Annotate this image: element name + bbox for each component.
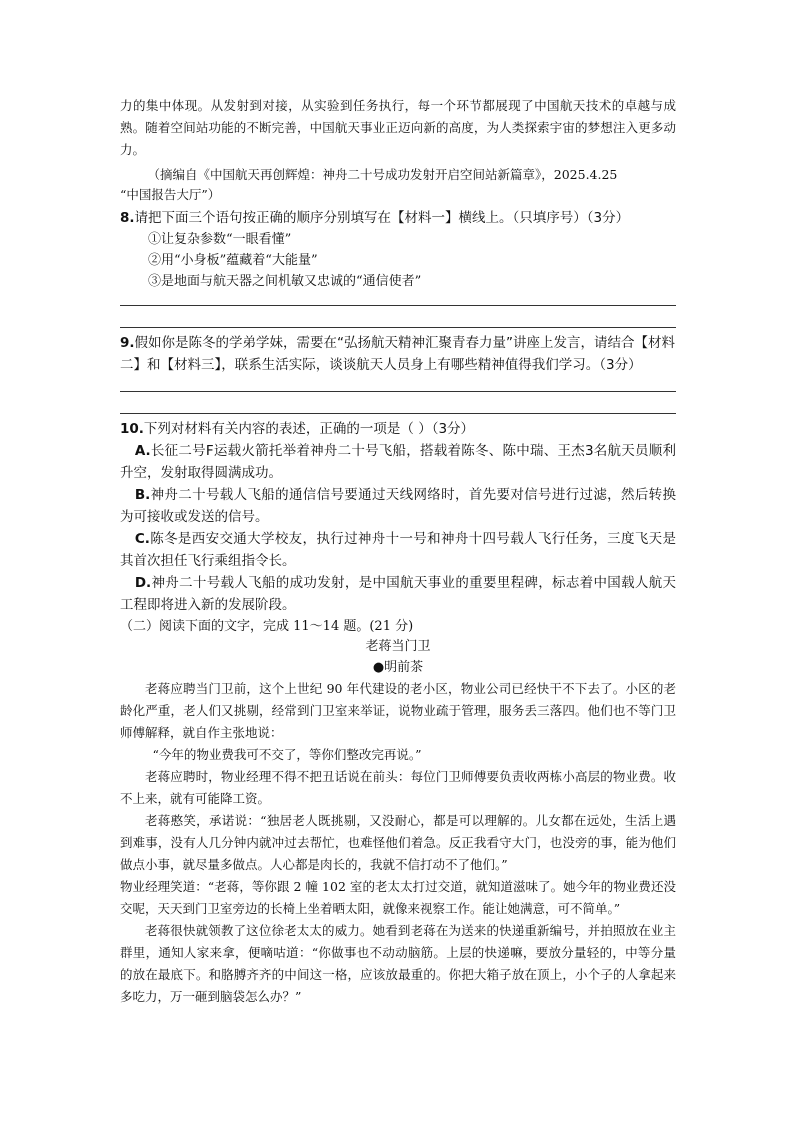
question-10-option-d: [120, 572, 676, 616]
option-label: C.: [134, 531, 150, 547]
question-10-option-c: [120, 528, 676, 572]
answer-line[interactable]: [120, 390, 676, 392]
question-10-prompt: [120, 418, 676, 440]
answer-line[interactable]: [120, 326, 676, 328]
question-9-number: 9.: [120, 335, 135, 351]
question-8-number: 8.: [120, 210, 135, 226]
story-paragraph: 物业经理笑道：“老蒋，等你跟 2 幢 102 室的老太太打过交道，就知道滋味了。她今年的物业费还没交呢，天天到门卫室旁边的长椅上坐着晒太阳，就像来视察工作。能让她满意，可不简单。”: [120, 879, 676, 916]
source-citation: [120, 165, 676, 205]
question-10: [120, 418, 676, 616]
question-10-option-a: [120, 440, 676, 484]
option-text: 神舟二十号载人飞船的通信信号要通过天线网络时，首先要对信号进行过滤，然后转换为可接收或发送的信号。: [120, 487, 676, 525]
question-8: [120, 207, 676, 328]
section-heading: （二）阅读下面的文字，完成 11～14 题。(21 分): [120, 619, 414, 634]
question-8-option-2: ②用“小身板”蕴藏着“大能量”: [148, 253, 318, 268]
exam-page: [120, 95, 676, 1008]
question-10-option-b: [120, 484, 676, 528]
question-10-number: 10.: [120, 421, 144, 437]
story-paragraph: 老蒋应聘时，物业经理不得不把丑话说在前头：每位门卫师傅要负责收两栋小高层的物业费。收不上来，就有可能降工资。: [120, 769, 676, 806]
question-8-prompt: [120, 207, 676, 229]
option-text: 长征二号F运载火箭托举着神舟二十号飞船，搭载着陈冬、陈中瑞、王杰3名航天员顺利升空，发射取得圆满成功。: [120, 443, 676, 481]
question-8-text: 请把下面三个语句按正确的顺序分别填写在【材料一】横线上。（只填序号）（3分）: [134, 210, 630, 226]
answer-line[interactable]: [120, 304, 676, 306]
question-9: [120, 332, 676, 414]
option-label: A.: [134, 443, 151, 459]
story-title: 老蒋当门卫: [365, 639, 431, 654]
source-line-1: （摘编自《中国航天再创辉煌：神舟二十号成功发射开启空间站新篇章》，2025.4.25: [147, 167, 618, 182]
question-10-text: 下列对材料有关内容的表述，正确的一项是（ ）（3分）: [143, 421, 475, 437]
question-9-text: 假如你是陈冬的学弟学妹，需要在“弘扬航天精神汇聚青春力量”讲座上发言，请结合【材料二】和【材料三】，联系生活实际，谈谈航天人员身上有哪些精神值得我们学习。（3分）: [120, 335, 676, 373]
source-line-2: “中国报告大厅”）: [120, 187, 221, 202]
option-label: D.: [134, 575, 152, 591]
option-text: 陈冬是西安交通大学校友，执行过神舟十一号和神舟十四号载人飞行任务，三度飞天是其首次担任飞行乘组指令长。: [120, 531, 676, 569]
answer-line[interactable]: [120, 412, 676, 414]
question-8-option-1: ①让复杂参数“一眼看懂”: [148, 232, 292, 247]
intro-paragraph: 力的集中体现。从发射到对接，从实验到任务执行，每一个环节都展现了中国航天技术的卓越与成熟。随着空间站功能的不断完善，中国航天事业正迈向新的高度，为人类探索宇宙的梦想注入更多动力。: [120, 98, 676, 157]
option-label: B.: [134, 487, 151, 503]
question-9-prompt: [120, 332, 676, 376]
story-paragraph: 老蒋憨笑，承诺说：“独居老人既挑剔，又没耐心，都是可以理解的。儿女都在远处，生活上遇到难事，没有人几分钟内就冲过去帮忙，也难怪他们着急。反正我看守大门，也没旁的事，能为他们做点小事，就尽量多做点。人心都是肉长的，我就不信打动不了他们。”: [120, 813, 676, 872]
question-8-option-3: ③是地面与航天器之间机敏又忠诚的“通信使者”: [148, 274, 422, 289]
story-author: ●明前茶: [372, 660, 424, 675]
story-paragraph: 老蒋很快就领教了这位徐老太太的威力。她看到老蒋在为送来的快递重新编号，并拍照放在业主群里，通知人家来拿，便嘀咕道：“你做事也不动动脑筋。上层的快递嘛，要放分量轻的，中等分量的放在最底下。和胳膊齐齐的中间这一格，应该放最重的。你把大箱子放在顶上，小个子的人拿起来多吃力，万一砸到脑袋怎么办？”: [120, 923, 676, 1004]
option-text: 神舟二十号载人飞船的成功发射，是中国航天事业的重要里程碑，标志着中国载人航天工程即将进入新的发展阶段。: [120, 575, 676, 613]
story-paragraph: “今年的物业费我可不交了，等你们整改完再说。”: [152, 747, 422, 762]
story-paragraph: 老蒋应聘当门卫前，这个上世纪 90 年代建设的老小区，物业公司已经快干不下去了。小区的老龄化严重，老人们又挑剔，经常到门卫室来举证，说物业疏于管理，服务丢三落四。他们也不等门卫师傅解释，就自作主张地说：: [120, 681, 676, 740]
